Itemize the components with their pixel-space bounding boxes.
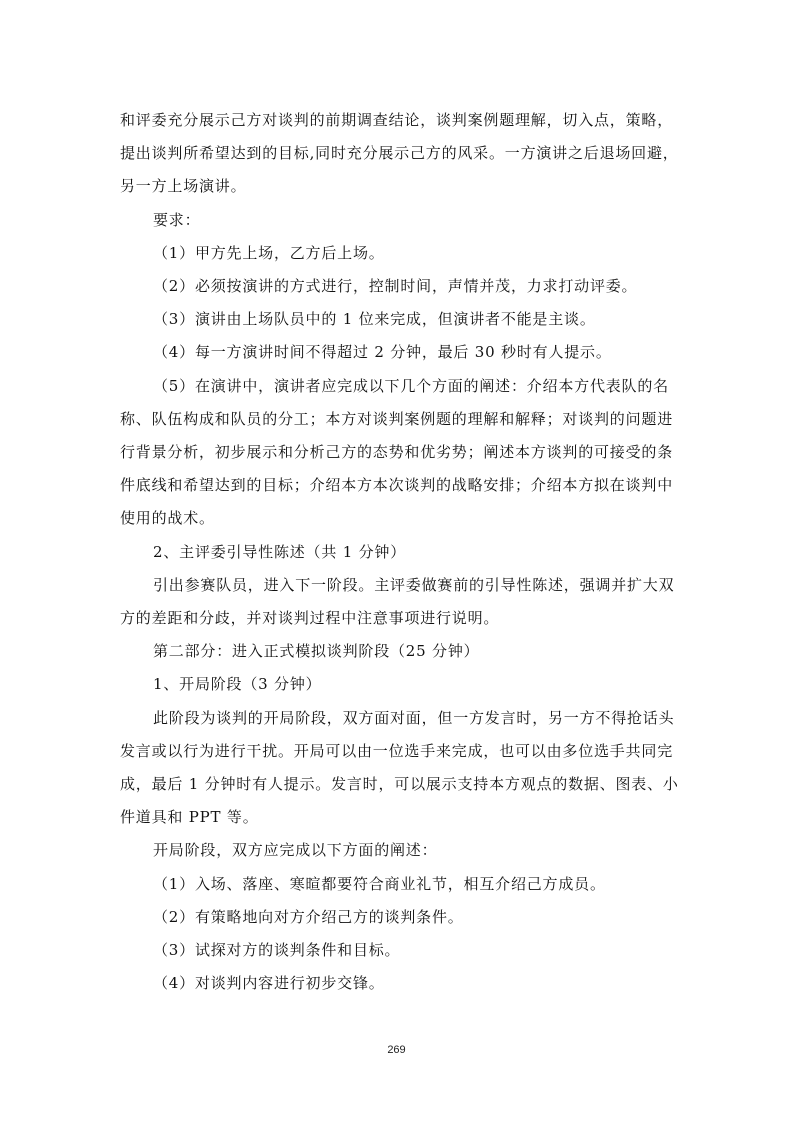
text-line: （2）必须按演讲的方式进行，控制时间，声情并茂，力求打动评委。 (153, 277, 638, 296)
document-body (120, 104, 680, 1000)
text-line: 行背景分析，初步展示和分析己方的态势和优劣势；阐述本方谈判的可接受的条 (120, 443, 674, 462)
text-line: 第二部分：进入正式模拟谈判阶段（25 分钟） (153, 642, 480, 661)
text-line: （1）入场、落座、寒暄都要符合商业礼节，相互介绍己方成员。 (153, 874, 606, 893)
text-line: 1、开局阶段（3 分钟） (153, 675, 322, 694)
text-line: 成，最后 1 分钟时有人提示。发言时，可以展示支持本方观点的数据、图表、小 (120, 775, 679, 794)
paragraph (120, 934, 680, 967)
paragraph (120, 204, 680, 237)
paragraph (120, 370, 680, 536)
page-number: 269 (387, 1044, 406, 1056)
text-line: 件道具和 PPT 等。 (120, 808, 259, 827)
paragraph (120, 967, 680, 1000)
text-line: 件底线和希望达到的目标；介绍本方本次谈判的战略安排；介绍本方拟在谈判中 (120, 476, 674, 495)
text-line: 提出谈判所希望达到的目标,同时充分展示己方的风采。一方演讲之后退场回避， (120, 144, 679, 163)
paragraph (120, 668, 680, 701)
text-line: （1）甲方先上场，乙方后上场。 (153, 243, 385, 262)
text-line: 此阶段为谈判的开局阶段，双方面对面，但一方发言时，另一方不得抢话头 (153, 708, 675, 727)
text-line: 开局阶段，双方应完成以下方面的阐述： (153, 841, 438, 860)
text-line: 要求： (153, 210, 201, 229)
paragraph (120, 834, 680, 867)
paragraph (120, 270, 680, 303)
text-line: 引出参赛队员，进入下一阶段。主评委做赛前的引导性陈述，强调并扩大双 (153, 575, 675, 594)
paragraph (120, 336, 680, 369)
paragraph (120, 303, 680, 336)
text-line: （4）每一方演讲时间不得超过 2 分钟，最后 30 秒时有人提示。 (153, 343, 612, 362)
text-line: 称、队伍构成和队员的分工；本方对谈判案例题的理解和解释；对谈判的问题进 (120, 409, 674, 428)
paragraph (120, 536, 680, 569)
text-line: 使用的战术。 (120, 509, 215, 528)
text-line: （2）有策略地向对方介绍己方的谈判条件。 (153, 907, 464, 926)
text-line: 和评委充分展示己方对谈判的前期调查结论，谈判案例题理解，切入点，策略， (120, 111, 674, 129)
paragraph (120, 702, 680, 835)
text-line: 发言或以行为进行干扰。开局可以由一位选手来完成，也可以由多位选手共同完 (120, 741, 674, 760)
paragraph (120, 569, 680, 635)
text-line: 2、主评委引导性陈述（共 1 分钟） (153, 542, 407, 561)
paragraph (120, 901, 680, 934)
text-line: （4）对谈判内容进行初步交锋。 (153, 974, 385, 993)
paragraph (120, 237, 680, 270)
text-line: （3）演讲由上场队员中的 1 位来完成，但演讲者不能是主谈。 (153, 310, 596, 329)
text-line: （3）试探对方的谈判条件和目标。 (153, 941, 401, 960)
paragraph (120, 635, 680, 668)
paragraph (120, 104, 680, 204)
paragraph (120, 868, 680, 901)
text-line: 方的差距和分歧，并对谈判过程中注意事项进行说明。 (120, 609, 500, 628)
text-line: （5）在演讲中，演讲者应完成以下几个方面的阐述：介绍本方代表队的名 (153, 376, 669, 395)
text-line: 另一方上场演讲。 (120, 177, 247, 196)
